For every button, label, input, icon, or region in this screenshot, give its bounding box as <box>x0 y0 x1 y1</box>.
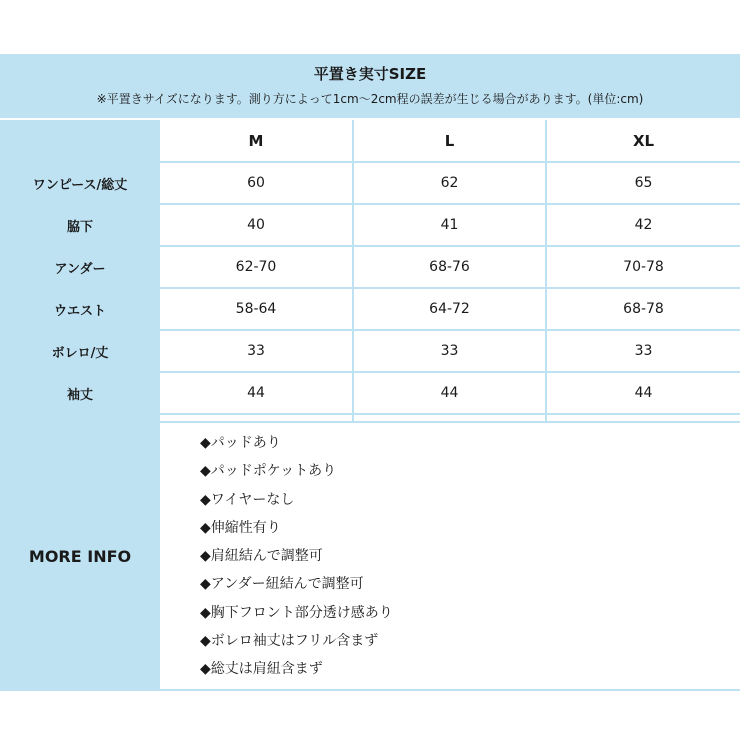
column-header-m: M <box>160 120 353 162</box>
table-cell: 70-78 <box>546 246 740 288</box>
size-chart <box>0 54 740 691</box>
table-row <box>0 330 740 372</box>
table-cell: 62-70 <box>160 246 353 288</box>
list-item: ◆アンダー紐結んで調整可 <box>200 576 364 593</box>
size-note: ※平置きサイズになります。測り方によって1cm～2cm程の誤差が生じる場合があります。(単位:cm) <box>96 92 644 106</box>
table-cell: 33 <box>353 330 546 372</box>
size-title: 平置き実寸SIZE <box>313 65 427 83</box>
table-row <box>0 246 740 288</box>
row-label: ウエスト <box>0 288 160 330</box>
table-cell: 58-64 <box>160 288 353 330</box>
more-info-label: MORE INFO <box>0 423 160 689</box>
list-item: ◆パッドポケットあり <box>200 463 337 480</box>
table-cell: 64-72 <box>353 288 546 330</box>
table-cell: 68-78 <box>546 288 740 330</box>
row-label: 袖丈 <box>0 372 160 414</box>
row-label: ボレロ/丈 <box>0 330 160 372</box>
size-table <box>0 120 740 423</box>
table-row <box>0 204 740 246</box>
table-row <box>0 372 740 414</box>
size-header <box>0 54 740 120</box>
table-cell: 42 <box>546 204 740 246</box>
column-header-l: L <box>353 120 546 162</box>
table-row <box>0 162 740 204</box>
more-info-section <box>0 423 740 691</box>
size-table-header-row <box>0 120 740 162</box>
list-item: ◆ボレロ袖丈はフリル含まず <box>200 633 379 650</box>
corner-cell <box>0 120 160 162</box>
list-item: ◆肩紐結んで調整可 <box>200 548 323 565</box>
table-cell: 62 <box>353 162 546 204</box>
table-cell: 44 <box>353 372 546 414</box>
list-item: ◆パッドあり <box>200 435 281 451</box>
spacer-row <box>0 414 740 422</box>
table-cell: 33 <box>546 330 740 372</box>
list-item: ◆伸縮性有り <box>200 519 281 536</box>
table-cell: 41 <box>353 204 546 246</box>
list-item: ◆総丈は肩紐含まず <box>200 661 323 678</box>
table-cell: 40 <box>160 204 353 246</box>
table-cell: 68-76 <box>353 246 546 288</box>
table-cell: 33 <box>160 330 353 372</box>
more-info-list <box>160 423 740 689</box>
column-header-xl: XL <box>546 120 740 162</box>
row-label: 脇下 <box>0 204 160 246</box>
row-label: アンダー <box>0 246 160 288</box>
list-item: ◆胸下フロント部分透け感あり <box>200 604 393 621</box>
list-item: ◆ワイヤーなし <box>200 491 295 508</box>
table-cell: 65 <box>546 162 740 204</box>
table-row <box>0 288 740 330</box>
row-label: ワンピース/総丈 <box>0 162 160 204</box>
table-cell: 44 <box>160 372 353 414</box>
table-cell: 60 <box>160 162 353 204</box>
table-cell: 44 <box>546 372 740 414</box>
